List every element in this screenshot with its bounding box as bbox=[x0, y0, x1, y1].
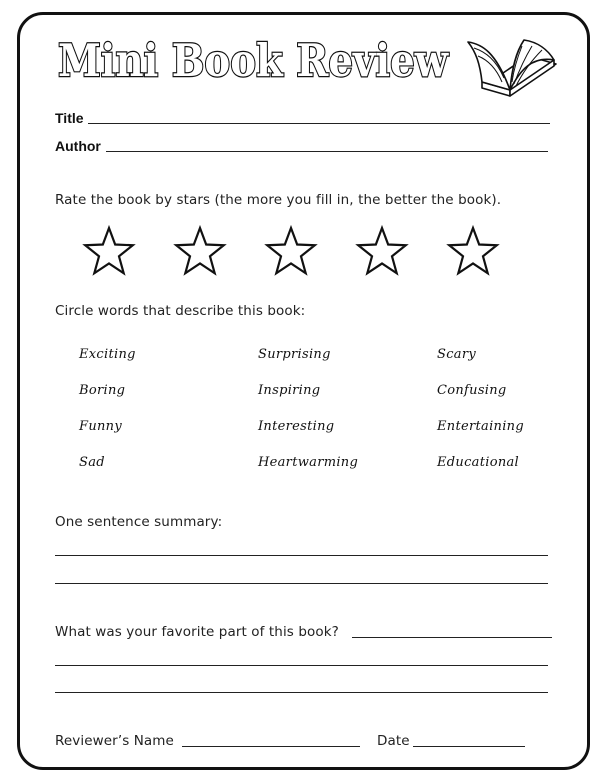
author-field[interactable] bbox=[106, 151, 548, 152]
author-label: Author bbox=[55, 138, 101, 154]
word-scary[interactable]: Scary bbox=[437, 347, 476, 362]
favorite-prompt: What was your favorite part of this book? bbox=[55, 624, 339, 640]
words-prompt: Circle words that describe this book: bbox=[55, 303, 306, 319]
star-icon-2[interactable] bbox=[176, 228, 224, 273]
favorite-line-1[interactable] bbox=[55, 665, 548, 666]
word-inspiring[interactable]: Inspiring bbox=[258, 383, 321, 398]
word-exciting[interactable]: Exciting bbox=[79, 347, 136, 362]
star-icon-3[interactable] bbox=[267, 228, 315, 273]
page-title bbox=[56, 28, 456, 90]
open-book-icon bbox=[462, 34, 562, 106]
star-rating[interactable] bbox=[84, 224, 514, 280]
summary-line-1[interactable] bbox=[55, 555, 548, 556]
word-educational[interactable]: Educational bbox=[437, 455, 520, 470]
title-field[interactable] bbox=[88, 123, 550, 124]
word-funny[interactable]: Funny bbox=[79, 419, 122, 434]
favorite-line-2[interactable] bbox=[55, 692, 548, 693]
word-confusing[interactable]: Confusing bbox=[437, 383, 507, 398]
date-field[interactable] bbox=[413, 746, 525, 747]
rating-prompt: Rate the book by stars (the more you fill in, the better the book). bbox=[55, 192, 502, 208]
page-title-text: Mini Book Review bbox=[58, 34, 450, 87]
word-sad[interactable]: Sad bbox=[79, 455, 105, 470]
star-icon-4[interactable] bbox=[358, 228, 406, 273]
reviewer-name-field[interactable] bbox=[182, 746, 360, 747]
summary-line-2[interactable] bbox=[55, 583, 548, 584]
favorite-line-0[interactable] bbox=[352, 637, 552, 638]
word-surprising[interactable]: Surprising bbox=[258, 347, 331, 362]
word-interesting[interactable]: Interesting bbox=[258, 419, 335, 434]
reviewer-name-label: Reviewer’s Name bbox=[55, 733, 174, 749]
star-icon-1[interactable] bbox=[85, 228, 133, 273]
date-label: Date bbox=[377, 733, 410, 749]
star-icon-5[interactable] bbox=[449, 228, 497, 273]
word-heartwarming[interactable]: Heartwarming bbox=[258, 455, 359, 470]
word-boring[interactable]: Boring bbox=[79, 383, 126, 398]
title-label: Title bbox=[55, 110, 84, 126]
word-entertaining[interactable]: Entertaining bbox=[437, 419, 524, 434]
summary-prompt: One sentence summary: bbox=[55, 514, 223, 530]
